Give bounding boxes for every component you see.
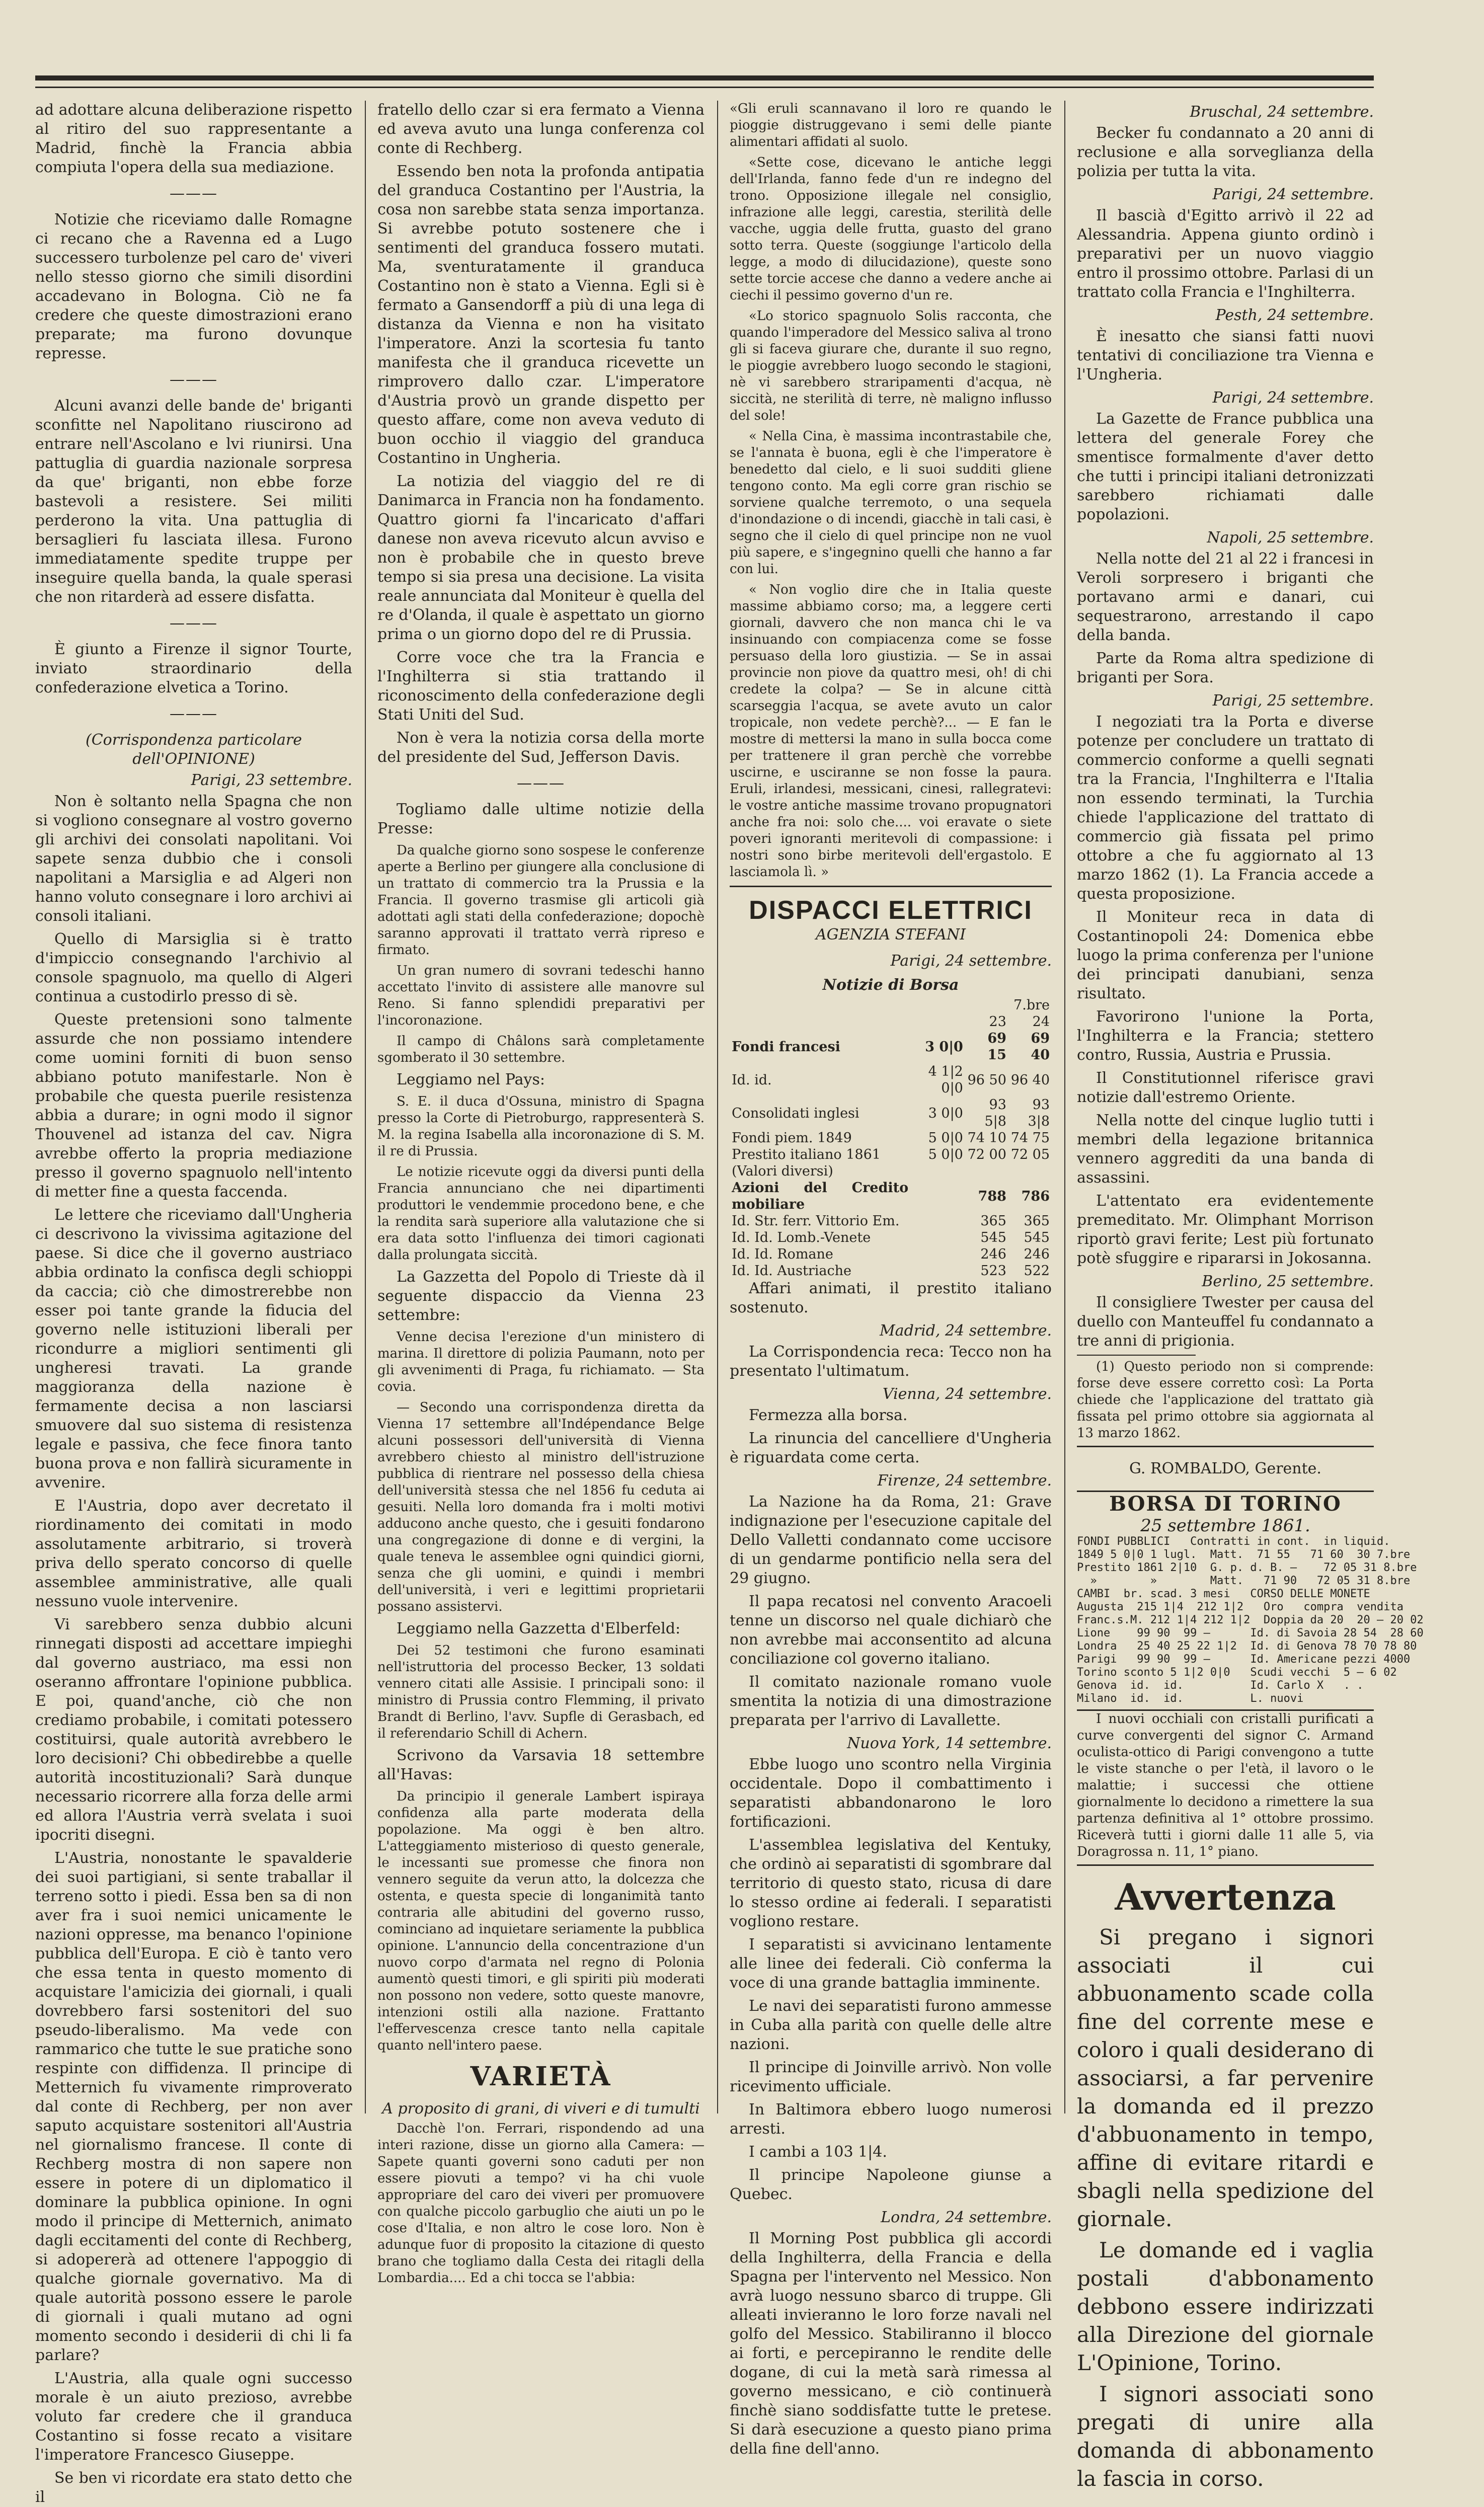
separator: [35, 614, 352, 633]
newspaper-page: [35, 75, 1424, 2506]
editor-signature: G. ROMBALDO, Gerente.: [1129, 1460, 1321, 1477]
paragraph: «Gli eruli scannavano il loro re quando le pioggie distruggevano i semi delle piante alimentari affidati al suolo.: [730, 101, 1052, 149]
table-cell: 96 40: [1010, 1072, 1050, 1088]
table-row: [730, 1163, 1052, 1180]
borsa-line: CAMBI br. scad. 3 mesi CORSO DELLE MONETE: [1077, 1588, 1370, 1600]
paragraph: Da principio il generale Lambert ispiraya confidenza alla parte moderata della popolazione. Ma oggi è ben altro. L'atteggiamento misterioso di questo generale, le incessanti sue promesse che finora non vennero seguite da verun atto, la dolcezza che ostenta, e questa specie di longanimità tanto contraria alle abitudini del governo russo, cominciano ad inquietare seriamente la pubblica opinione. L'annuncio della concentrazione d'un nuovo corpo d'armata nel regno di Polonia aumentò questi timori, e gli spiriti più moderati non possono non vedere, sotto queste manovre, intenzioni ostili alla nazione. Frattanto l'effervescenza cresce tanto nella capitale quanto nell'intero paese.: [377, 1789, 705, 2053]
paragraph: Leggiamo nella Gazzetta d'Elberfeld:: [397, 1620, 681, 1637]
table-cell: [910, 1229, 965, 1246]
table-row: [730, 1146, 1052, 1163]
table-row: [730, 1213, 1052, 1229]
dateline: Parigi, 24 settembre.: [1212, 389, 1374, 407]
table-cell: 523: [980, 1263, 1006, 1279]
table-cell: 74 10: [967, 1130, 1006, 1146]
table-cell: 5 0|0: [928, 1130, 963, 1146]
column-1: [35, 101, 352, 2506]
borsa-heading: Notizie di Borsa: [822, 976, 959, 994]
borsa-line: » » Matt. 71 90 72 05 31 8.bre: [1077, 1575, 1411, 1587]
table-cell: 246: [1024, 1246, 1050, 1262]
table-cell: 365: [980, 1213, 1006, 1229]
borsa-line: Lione 99 90 99 — Id. di Savoia 28 54 28 60: [1077, 1627, 1424, 1639]
table-cell: Fondi francesi: [732, 1039, 840, 1055]
paragraph: Vi sarebbero senza dubbio alcuni rinnegati disposti ad accettare impieghi dal governo austriaco, ma essi non oseranno affrontare l'opinione pubblica. E poi, quand'anche, ciò che non crediamo probabile, i comitati potessero costituirsi, quale autorità avrebbero le loro decisioni? Chi obbedirebbe a quelle autorità incostituzionali? Sarà dunque necessario ricorrere alla forza delle armi ed allora l'Austria verrà svelata i suoi ipocriti disegni.: [35, 1616, 352, 1844]
paragraph: Non è vera la notizia corsa della morte del presidente del Sud, Jefferson Davis.: [377, 729, 705, 766]
table-cell: [910, 1163, 965, 1180]
table-cell: Consolidati inglesi: [732, 1105, 860, 1121]
table-row: [730, 1180, 1052, 1213]
paragraph: Quello di Marsiglia si è tratto d'impiccio consegnando l'archivio al console spagnuolo, ma quello di Algeri continua a custodirlo presso di sè.: [35, 930, 352, 1005]
divider: [730, 886, 1052, 887]
borsa-date: 25 settembre 1861.: [1140, 1516, 1310, 1536]
table-cell: Fondi piem. 1849: [732, 1130, 852, 1146]
paragraph: — Secondo una corrispondenza diretta da Vienna 17 settembre all'Indépendance Belge alcuni possessori dell'università di Vienna avrebbero chiesto al ministro dell'istruzione pubblica di rientrare nel possesso della chiesa dell'università stessa che nel 1856 fu ceduta ai gesuiti. Nella loro domanda fra i molti motivi adducono anche questo, che i gesuiti fondarono una congregazione di donne e di vergini, la quale teneva le assemblee ogni quindici giorni, senza che gli uomini, e quindi i membri dell'università, i veri e legittimi proprietarii possano assistervi.: [377, 1400, 705, 1614]
table-cell: Prestito italiano 1861: [732, 1147, 881, 1162]
paragraph: Fermezza alla borsa.: [749, 1406, 908, 1424]
table-cell: 72 00: [967, 1147, 1006, 1162]
paragraph: Nella notte del cinque luglio tutti i membri della legazione britannica vennero aggrediti da una banda di assassini.: [1077, 1112, 1374, 1187]
paragraph: L'Austria, nonostante le spavalderie dei suoi partigiani, si sente traballar il terreno sotto i piedi. Essa ben sa di non aver fra i suoi nemici unicamente le nazioni oppresse, ma benanco l'opinione pubblica dell'Europa. E ciò è tanto vero che essa tenta in questo momento di acquistare l'amicizia dei giornali, i quali dovrebbero farsi sostenitori del suo pseudo-liberalismo. Ma vede con rammarico che tutte le sue pratiche sono respinte con diffidenza. Il principe di Metternich fu vivamente rimproverato dal conte di Rechberg, per non aver saputo acquistare sostenitori all'Austria nel giornalismo francese. Il conte di Rechberg mostra di non sapere non essere in potere di un diplomatico il dominare la pubblica opinione. In ogni modo il principe di Metternich, animato dagli eccitamenti del conte di Rechberg, si adopererà ad ottenere l'appoggio di qualche giornale governativo. Ma di quale autorità possono essere le parole di giornali i quali mutano ad ogni momento secondo i desiderii di chi li fa parlare?: [35, 1849, 352, 2364]
table-cell: 74 75: [1010, 1130, 1050, 1146]
table-cell: 3 0|0: [925, 1039, 963, 1055]
footnote: (1) Questo periodo non si comprende: forse deve essere corretto così: La Porta chiede che l'applicazione del trattato già fissata pel primo ottobre sia aggiornata al 13 marzo 1862.: [1077, 1359, 1374, 1441]
paragraph: La Nazione ha da Roma, 21: Grave indignazione per l'esecuzione capitale del Dello Valletti condannato come uccisore di un gendarme pontificio nella sera del 29 giugno.: [730, 1493, 1052, 1587]
table-row: [730, 1229, 1052, 1246]
paragraph: In Baltimora ebbero luogo numerosi arresti.: [730, 2101, 1052, 2138]
table-cell: 4 1|2 0|0: [928, 1064, 963, 1096]
table-cell: 246: [980, 1246, 1006, 1262]
paragraph: Parte da Roma altra spedizione di briganti per Sora.: [1077, 650, 1374, 686]
paragraph: La Corrispondencia reca: Tecco non ha presentato l'ultimatum.: [730, 1343, 1052, 1380]
stock-table: [730, 997, 1052, 1279]
paragraph: Nella notte del 21 al 22 i francesi in Veroli sorpresero i briganti che portavano armi e danari, cui sequestrarono, arrestando il capo della banda.: [1077, 550, 1374, 644]
paragraph: Un gran numero di sovrani tedeschi hanno accettato l'invito di assistere alle manovre sul Reno. Si fanno splendidi preparativi per l'incoronazione.: [377, 963, 705, 1028]
paragraph: fratello dello czar si era fermato a Vienna ed aveva avuto una lunga conferenza col conte di Rechberg.: [377, 101, 705, 157]
ornament-divider: [35, 704, 352, 724]
borsa-line: Franc.s.M. 212 1|4 212 1|2 Doppia da 20 20 — 20 02: [1077, 1614, 1424, 1626]
paragraph: Dacchè l'on. Ferrari, rispondendo ad una interi razione, disse un giorno alla Camera: — Sapete quanti governi sono caduti per non essere piovuti a tempo? vi ha chi vuole appropriare del caro dei viveri per promuovere con qualche piccolo garbuglio che aiuti un po le cose d'Italia, e non altro le cose loro. Non è adunque fuor di proposito la citazione di questo brano che togliamo dalla Cesta dei ritagli della Lombardia.... Ed a chi tocca se l'abbia:: [377, 2121, 705, 2286]
table-cell: [965, 1163, 1008, 1180]
borsa-line: Milano id. id. L. nuovi: [1077, 1692, 1304, 1705]
table-cell: 96 50: [967, 1072, 1006, 1088]
table-cell: Id. id.: [732, 1072, 772, 1088]
paragraph: Il comitato nazionale romano vuole smentita la notizia di una dimostrazione preparata per l'arrivo di Lavallette.: [730, 1673, 1052, 1729]
table-cell: (Valori diversi): [732, 1163, 833, 1179]
table-cell: [910, 1213, 965, 1229]
borsa-line: Torino sconto 5 1|2 0|0 Scudi vecchi 5 — 6 02: [1077, 1666, 1397, 1679]
paragraph: « Nella Cina, è massima incontrastabile che, se l'annata è buona, egli è che l'imperatore è benedetto dal cielo, e li suoi sudditi gliene tengono conto. Ma egli corre gran rischio se sorviene qualche terremoto, o una sequela d'inondazione o di incendi, giacchè in tali casi, è segno che il cielo di quel principe non ne vuol più sapere, e s'ingegnino quelli che hanno a far con lui.: [730, 429, 1052, 577]
advertisement: I nuovi occhiali con cristalli purificati a curve convergenti del signor C. Armand oculista-ottico di Parigi convengono a tutte le viste stanche o per l'età, il lavoro o le malattie; i successi che ottiene giornalmente lo decidono a rimettere la sua partenza definitiva al 1° ottobre prossimo. Riceverà tutti i giorni dalle 11 alle 5, via Doragrossa n. 11, 1° piano.: [1077, 1711, 1374, 1859]
dateline: Firenze, 24 settembre.: [877, 1472, 1052, 1490]
paragraph: « Non voglio dire che in Italia queste massime abbiamo corso; ma, a leggere certi giornali, davvero che non manca chi le va insinuando con compiacenza come se fosse persuaso della loro giustizia. — Se in assai provincie non piove da quattro mesi, oh! di chi credete la colpa? — Se in alcune città scarseggia l'acqua, se avete avuto un calor tropicale, non vedete perchè?... — E fan le mostre di mettersi la mano in sulla bocca come per trattenere il gran perchè che vorrebbe uscirne, e usciranne se non fosse la paura. Eruli, irlandesi, messicani, cinesi, rallegratevi: le vostre antiche massime trovano propugnatori anche fra noi: solo che.... voi eravate o siete poveri ignoranti meritevoli di compassione: i nostri sono birbe meritevoli dell'ergastolo. E lasciamola lì. »: [730, 582, 1052, 880]
paragraph: «Sette cose, dicevano le antiche leggi dell'Irlanda, fanno fede d'un re indegno del trono. Opposizione illegale nel consiglio, infrazione alle leggi, carestia, sterilità delle vacche, uggia delle frutta, guasto del grano sotto terra. Queste (soggiunge l'articolo della legge, a modo di dilucidazione), queste sono sette torcie accese che danno a vedere anche ai ciechi il pessimo governo d'un re.: [730, 155, 1052, 303]
borsa-line: Augusta 215 1|4 212 1|2 Oro compra vendita: [1077, 1601, 1404, 1613]
table-cell: 786: [1021, 1188, 1050, 1204]
section-title-dispacci: DISPACCI ELETTRICI: [749, 896, 1033, 925]
table-cell: [910, 1180, 965, 1213]
table-header: [730, 997, 1052, 1013]
table-cell: 545: [980, 1230, 1006, 1245]
dateline: Parigi, 25 settembre.: [1212, 692, 1374, 710]
paragraph: Essendo ben nota la profonda antipatia del granduca Costantino per l'Austria, la cosa non sarebbe stata senza importanza. Si avrebbe potuto sostenere che i sentimenti del granduca fossero mutati. Ma, sventuratamente il granduca Costantino non è stato a Vienna. Egli si è fermato a Gansendorff a più di una lega di distanza da Vienna e non ha visitato l'imperatore. Anzi la scortesia fu tanto manifesta che il granduca ricevette un rimprovero dallo czar. L'imperatore d'Austria provò un grande dispetto per questo affare, come non aveva veduto di buon occhio il viaggio del granduca Costantino in Ungheria.: [377, 163, 705, 467]
paragraph: Leggiamo nel Pays:: [397, 1071, 545, 1088]
paragraph: Il consigliere Twester per causa del duello con Manteuffel fu condannato a tre anni di prigionia.: [1077, 1294, 1374, 1350]
dateline: Madrid, 24 settembre.: [879, 1322, 1052, 1340]
borsa-listing: [1077, 1535, 1424, 1705]
paragraph: La notizia del viaggio del re di Danimarca in Francia non ha fondamento. Quattro giorni fa l'incaricato d'affari danese non aveva ricevuto alcun avviso e non è probabile che in questo breve tempo si sia presa una decisione. La visita reale annunciata dal Moniteur è quella del re d'Olanda, il quale è aspettato un giorno prima o un giorno dopo del re di Prussia.: [377, 473, 705, 643]
month-label: 7.bre: [1013, 997, 1050, 1013]
paragraph: Il papa recatosi nel convento Aracoeli tenne un discorso nel quale dichiarò che non avrebbe mai acconsentito ad alcuna conciliazione col governo italiano.: [730, 1593, 1052, 1668]
paragraph: L'attentato era evidentemente premeditato. Mr. Olimphant Morrison riportò gravi ferite; Lest più fortunato potè sfuggire e ripararsi in Jokosanna.: [1077, 1192, 1374, 1267]
paragraph: Le notizie ricevute oggi da diversi punti della Francia annunciano che nei dipartimenti produttori le vendemmie procedono bene, e che la rendita sarà superiore alla valutazione che si era data sotto l'influenza dei timori cagionati dalla prolungata siccità.: [377, 1164, 705, 1263]
footnote-rule: [1077, 1355, 1196, 1356]
table-row: [730, 1030, 1052, 1063]
paragraph: È giunto a Firenze il signor Tourte, inviato straordinario della confederazione elvetica a Torino.: [35, 641, 352, 696]
table-cell: Id. Id. Romane: [732, 1246, 833, 1262]
paragraph: Dei 52 testimoni che furono esaminati nell'istruttoria del processo Becker, 13 soldati vennero citati alle Assisie. I principali sono: il ministro di Prussia contro Flemming, il privato Brandt di Berlino, l'avv. Supfle di Gerasbach, ed il referendario Schill di Achern.: [377, 1643, 705, 1741]
dateline: Berlino, 25 settembre.: [1202, 1273, 1374, 1290]
paragraph: Scrivono da Varsavia 18 settembre all'Havas:: [377, 1747, 705, 1783]
table-cell: [910, 1263, 965, 1279]
table-cell: 522: [1024, 1263, 1050, 1279]
paragraph: I negoziati tra la Porta e diverse potenze per concludere un trattato di commercio conforme a quelli segnati tra la Francia, l'Inghilterra e l'Italia non essendo terminati, la Turchia chiede l'applicazione del trattato di commercio già fissata pel primo ottobre a che fu aggiornato al 13 marzo 1862 (1). La Francia accede a questa proposizione.: [1077, 713, 1374, 903]
avvertenza-title: Avvertenza: [1115, 1875, 1336, 1918]
borsa-line: Parigi 99 90 99 — Id. Americane pezzi 4000: [1077, 1653, 1411, 1666]
paragraph: Il Morning Post pubblica gli accordi della Inghilterra, della Francia e della Spagna per l'intervento nel Messico. Non avrà luogo nessuno sbarco di truppe. Gli alleati invieranno le loro forze navali nel golfo del Messico. Stabiliranno il blocco ai forti, e percepiranno le rendite delle dogane, di cui la metà sarà rimessa al governo messicano, e ciò continuerà finchè siano soddisfatte tutte le pretese. Si darà esecuzione a questo piano prima della fine dell'anno.: [730, 2230, 1052, 2458]
table-cell: 93 3|8: [1028, 1097, 1050, 1129]
paragraph: I signori associati sono pregati di unire alla domanda di abbonamento la fascia in corso.: [1077, 2382, 1374, 2491]
borsa-line: 1849 5 0|0 1 lugl. Matt. 71 55 71 60 30 7.bre: [1077, 1548, 1411, 1561]
paragraph: Il principe di Joinville arrivò. Non volle ricevimento ufficiale.: [730, 2059, 1052, 2095]
paragraph: I separatisti si avvicinano lentamente alle linee dei federali. Ciò conferma la voce di una grande battaglia imminente.: [730, 1936, 1052, 1992]
dateline: Napoli, 25 settembre.: [1207, 529, 1374, 546]
table-cell: Id. Id. Austriache: [732, 1263, 851, 1279]
paragraph: L'assemblea legislativa del Kentuky, che ordinò ai separatisti di sgombrare dal territorio di questo stato, ricusa di dare lo stesso ordine ai federali. I separatisti vogliono restare.: [730, 1836, 1052, 1930]
paragraph: I cambi a 103 1|4.: [749, 2143, 887, 2161]
divider: [1077, 1446, 1374, 1447]
paragraph: Il bascià d'Egitto arrivò il 22 ad Alessandria. Appena giunto ordinò i preparativi per un nuovo viaggio entro il prossimo ottobre. Parlasi di un trattato colla Francia e l'Inghilterra.: [1077, 207, 1374, 301]
table-row: [730, 1130, 1052, 1146]
table-cell: 69 15: [987, 1031, 1006, 1063]
dateline: Bruschal, 24 settembre.: [1190, 103, 1374, 121]
agency-name: AGENZIA STEFANI: [815, 926, 966, 944]
paragraph: Il Constitutionnel riferisce gravi notizie dall'estremo Oriente.: [1077, 1069, 1374, 1106]
table-cell: 5 0|0: [928, 1147, 963, 1162]
borsa-title: BORSA DI TORINO: [1109, 1492, 1342, 1516]
column-2: [377, 101, 705, 2286]
paragraph: Affari animati, il prestito italiano sostenuto.: [730, 1280, 1052, 1316]
borsa-line: Londra 25 40 25 22 1|2 Id. di Genova 78 70 78 80: [1077, 1640, 1417, 1653]
paragraph: Si pregano i signori associati il cui abbuonamento scade colla fine del corrente mese e coloro i quali desiderano di associarsi, a far pervenire la domanda ed il prezzo d'abbuonamento in tempo, affine di evitare ritardi e sbagli nella spedizione del giornale.: [1077, 1925, 1374, 2231]
column-rule: [717, 101, 718, 2113]
separator: [35, 370, 352, 389]
paragraph: Il campo di Châlons sarà completamente sgomberato il 30 settembre.: [377, 1034, 705, 1065]
column-rule: [1064, 101, 1065, 2113]
separator: [377, 774, 705, 793]
column-header: 24: [1032, 1014, 1050, 1030]
section-title-varieta: VARIETÀ: [470, 2061, 612, 2092]
dateline: Parigi, 23 settembre.: [191, 771, 352, 789]
paragraph: S. E. il duca d'Ossuna, ministro di Spagna presso la Corte di Pietroburgo, rappresenterà S. M. la regina Isabella alla incoronazione di S. M. il re di Prussia.: [377, 1094, 705, 1159]
dateline: Nuova York, 14 settembre.: [847, 1735, 1052, 1752]
dateline: Vienna, 24 settembre.: [882, 1385, 1052, 1403]
table-cell: 788: [978, 1188, 1006, 1204]
avvertenza-body: [1077, 1923, 1374, 2493]
paragraph: E l'Austria, dopo aver decretato il riordinamento dei comitati in modo assolutamente arbitrario, si troverà priva dello sperato concorso di quelle assemblee amministrative, alle quali nessuno vuole intervenire.: [35, 1497, 352, 1610]
paragraph: Le lettere che riceviamo dall'Ungheria ci descrivono la vivissima agitazione del paese. Si dice che il governo austriaco abbia ordinato la confisca degli schioppi da caccia; ciò che dimostrerebbe non esser poi tante grande la fiducia del governo nelle istituzioni liberali per ricondurre a migliori sentimenti gli ungheresi travati. La grande maggioranza della nazione è fermamente decisa a non lasciarsi smuovere dal suo sistema di resistenza legale e passiva, che fece finora tanto buona prova e non fallirà sicuramente in avvenire.: [35, 1206, 352, 1492]
column-rule: [365, 101, 366, 2113]
paragraph: «Lo storico spagnuolo Solis racconta, che quando l'imperadore del Messico saliva al trono gli si faceva giurare che, durante il suo regno, le pioggie avrebbero luogo secondo le stagioni, nè vi sarebbero straripamenti d'acqua, nè siccità, ne sterilità di terre, nè maligno influsso del sole!: [730, 308, 1052, 423]
table-cell: [1008, 1163, 1052, 1180]
column-3: [730, 101, 1052, 2458]
table-cell: 545: [1024, 1230, 1050, 1245]
paragraph: ad adottare alcuna deliberazione rispetto al ritiro del suo rappresentante a Madrid, finchè la Francia abbia compiuta l'opera della sua mediazione.: [35, 101, 352, 176]
table-cell: 3 0|0: [928, 1105, 963, 1121]
paragraph: Ebbe luogo uno scontro nella Virginia occidentale. Dopo il combattimento i separatisti abbandonarono le loro fortificazioni.: [730, 1756, 1052, 1831]
divider: [1077, 1864, 1374, 1866]
borsa-line: Genova id. id. Id. Carlo X . .: [1077, 1679, 1364, 1692]
table-row: [730, 1246, 1052, 1263]
table-cell: Id. Str. ferr. Vittorio Em.: [732, 1213, 900, 1229]
borsa-line: Prestito 1861 2|10 G. p. d. B. — 72 05 31 8.bre: [1077, 1561, 1417, 1574]
paragraph: Togliamo dalle ultime notizie della Presse:: [377, 801, 705, 837]
correspondence-header: (Corrispondenza particolare dell'OPINIONE): [85, 731, 302, 768]
paragraph: Alcuni avanzi delle bande de' briganti sconfitte nel Napolitano riuscirono ad entrare nell'Ascolano e lvi riunirsi. Una pattuglia di guardia nazionale sorpresa da que' briganti, non ebbe forze bastevoli a resistere. Sei militi perderono la vita. Una pattuglia di bersaglieri fu lasciata illesa. Furono immediatamente spedite truppe per inseguire quella banda, la quale sperasi che non ritarderà ad essere disfatta.: [35, 397, 352, 606]
paragraph: Non è soltanto nella Spagna che non si vogliono consegnare al vostro governo gli archivi dei consolati napolitani. Voi sapete senza dubbio che i consoli napolitani a Marsiglia e ad Algeri non hanno voluto consegnare i loro archivi ai consoli italiani.: [35, 793, 352, 925]
paragraph: L'Austria, alla quale ogni successo morale è un aiuto prezioso, avrebbe voluto far credere che il granduca Costantino si fosse recato a visitare l'imperatore Francesco Giuseppe.: [35, 2370, 352, 2464]
paragraph: Notizie che riceviamo dalle Romagne ci recano che a Ravenna ed a Lugo successero turbolenze pel caro de' viveri nello stesso giorno che simili disordini accadevano in Bologna. Ciò ne fa credere che queste dimostrazioni erano preparate; ma furono dovunque represse.: [35, 211, 352, 362]
paragraph: Il principe Napoleone giunse a Quebec.: [730, 2166, 1052, 2203]
table-cell: Id. Id. Lomb.-Venete: [732, 1230, 871, 1245]
section-subtitle: A proposito di grani, di viveri e di tumulti: [382, 2100, 700, 2118]
dateline: Parigi, 24 settembre.: [1212, 186, 1374, 203]
dateline: Pesth, 24 settembre.: [1215, 306, 1374, 324]
borsa-line: FONDI PUBBLICI Contratti in cont. in liquid.: [1077, 1535, 1390, 1548]
paragraph: La Gazzetta del Popolo di Trieste dà il seguente dispaccio da Vienna 23 settembre:: [377, 1268, 705, 1324]
table-cell: 69 40: [1031, 1031, 1050, 1063]
table-cell: 72 05: [1010, 1147, 1050, 1162]
table-row: [730, 1263, 1052, 1279]
table-header: [730, 1013, 1052, 1030]
paragraph: Il Moniteur reca in data di Costantinopoli 24: Domenica ebbe luogo la prima conferenza per l'unione dei principati danubiani, senza risultato.: [1077, 908, 1374, 1002]
column-4: [1077, 101, 1424, 2491]
paragraph: Le domande ed i vaglia postali d'abbonamento debbono essere indirizzati alla Direzione del giornale L'Opinione, Torino.: [1077, 2238, 1374, 2375]
table-cell: [910, 1246, 965, 1263]
separator: [35, 184, 352, 203]
table-row: [730, 1063, 1052, 1096]
paragraph: Se ben vi ricordate era stato detto che il: [35, 2469, 352, 2506]
paragraph: Venne decisa l'erezione d'un ministero di marina. Il direttore di polizia Paumann, noto per gli avvenimenti di Praga, fu richiamato. — Sta covia.: [377, 1329, 705, 1394]
table-cell: 93 5|8: [984, 1097, 1006, 1129]
paragraph: Corre voce che tra la Francia e l'Inghilterra si stia trattando il riconoscimento della confederazione degli Stati Uniti del Sud.: [377, 649, 705, 724]
paragraph: La Gazette de France pubblica una lettera del generale Forey che smentisce formalmente d'aver detto che tutti i principi italiani detronizzati sarebbero richiamati dalle popolazioni.: [1077, 410, 1374, 523]
paragraph: Becker fu condannato a 20 anni di reclusione e alla sorveglianza della polizia per tutta la vita.: [1077, 124, 1374, 180]
table-cell: Azioni del Credito mobiliare: [732, 1180, 909, 1212]
dateline: Londra, 24 settembre.: [881, 2209, 1052, 2226]
paragraph: Queste pretensioni sono talmente assurde che non possiamo intendere come uomini forniti di buon senso abbiano potuto manifestarle. Non è probabile che questa puerile resistenza abbia a durare; in ogni modo il signor Thouvenel ad istanza del cav. Nigra avrebbe offerto la propria mediazione presso il governo spagnuolo nell'intento di metter fine a questa faccenda.: [35, 1011, 352, 1201]
paragraph: È inesatto che siansi fatti nuovi tentativi di conciliazione tra Vienna e l'Ungheria.: [1077, 328, 1374, 383]
paragraph: Da qualche giorno sono sospese le conferenze aperte a Berlino per giungere alla conclusione di un trattato di commercio tra la Prussia e la Francia. Il governo trasmise gli articoli già adottati agli stati della confederazione; dopochè saranno approvati il trattato verrà ripreso e firmato.: [377, 843, 705, 958]
paragraph: Favorirono l'unione la Porta, l'Inghilterra e la Francia; stettero contro, Russia, Austria e Prussia.: [1077, 1008, 1374, 1064]
paragraph: Le navi dei separatisti furono ammesse in Cuba alla parità con quelle delle altre nazioni.: [730, 1997, 1052, 2053]
table-row: [730, 1096, 1052, 1130]
paragraph: La rinuncia del cancelliere d'Ungheria è riguardata come certa.: [730, 1430, 1052, 1466]
table-cell: 365: [1024, 1213, 1050, 1229]
column-header: 23: [989, 1014, 1006, 1030]
dateline: Parigi, 24 settembre.: [890, 952, 1052, 970]
